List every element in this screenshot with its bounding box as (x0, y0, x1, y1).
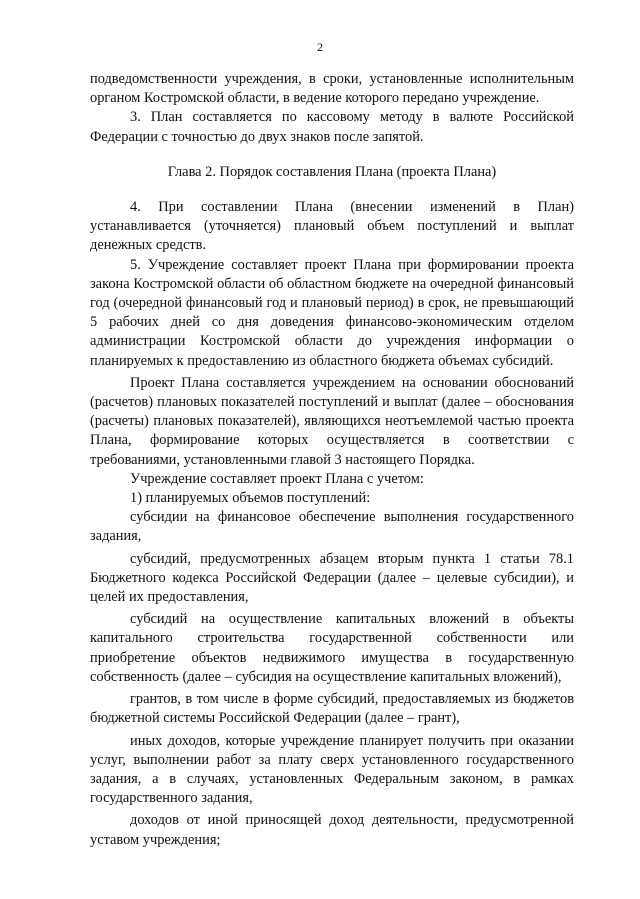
list-item-target-subsidies: субсидий, предусмотренных абзацем вторым пункта 1 статьи 78.1 Бюджетного кодекса Российской Федерации (далее – целевые субсидии), и целей их предоставления, (90, 550, 574, 606)
paragraph-item-4: 4. При составлении Плана (внесении изменений в План) устанавливается (уточняется) плановый объем поступлений и выплат денежных средств. (90, 199, 574, 254)
paragraph-continuation: подведомственности учреждения, в сроки, установленные исполнительным органом Костромской области, в ведение которого передано учреждение. (90, 71, 574, 107)
list-item-subsidy-state-task: субсидии на финансовое обеспечение выполнения государственного задания, (90, 509, 574, 545)
paragraph-draft-basis: Проект Плана составляется учреждением на основании обоснований (расчетов) плановых показателей поступлений и выплат (далее – обоснования (расчеты) плановых показателей), являющихся неотъемлемой частью проекта Плана, формирование которых осуществляется в соответствии с требованиями, установленными главой 3 настоящего Порядка. (90, 374, 574, 468)
paragraph-item-3: 3. План составляется по кассовому методу в валюте Российской Федерации с точностью до двух знаков после запятой. (90, 109, 574, 145)
list-item-other-income: иных доходов, которые учреждение планирует получить при оказании услуг, выполнении работ за плату сверх установленного государственного задания, а в случаях, установленных Федеральным законом, в рамках государственного задания, (90, 732, 574, 807)
list-item-grants: грантов, в том числе в форме субсидий, предоставляемых из бюджетов бюджетной системы Российской Федерации (далее – грант), (90, 691, 574, 727)
list-item-income-generating-activity: доходов от иной приносящей доход деятельности, предусмотренной уставом учреждения; (90, 812, 574, 848)
paragraph-item-5: 5. Учреждение составляет проект Плана при формировании проекта закона Костромской области об областном бюджете на очередной финансовый год (очередной финансовый год и плановый период) в срок, не превышающий 5 рабочих дней со дня доведения финансово-экономическим отделом администрации Костромской области до учреждения информации о планируемых к предоставлению из областного бюджета объемах субсидий. (90, 256, 574, 369)
list-item-capital-subsidies: субсидий на осуществление капитальных вложений в объекты капитального строительства государственной собственности или приобретение объектов недвижимого имущества в государственную собственность (далее – субсидия на осуществление капитальных вложений), (90, 611, 574, 685)
chapter-heading: Глава 2. Порядок составления Плана (проекта Плана) (167, 163, 497, 180)
paragraph-draft-considering: Учреждение составляет проект Плана с учетом: (130, 470, 424, 487)
page-number: 2 (317, 40, 323, 54)
document-body (90, 70, 574, 850)
list-item-planned-receipts: 1) планируемых объемов поступлений: (130, 490, 371, 507)
